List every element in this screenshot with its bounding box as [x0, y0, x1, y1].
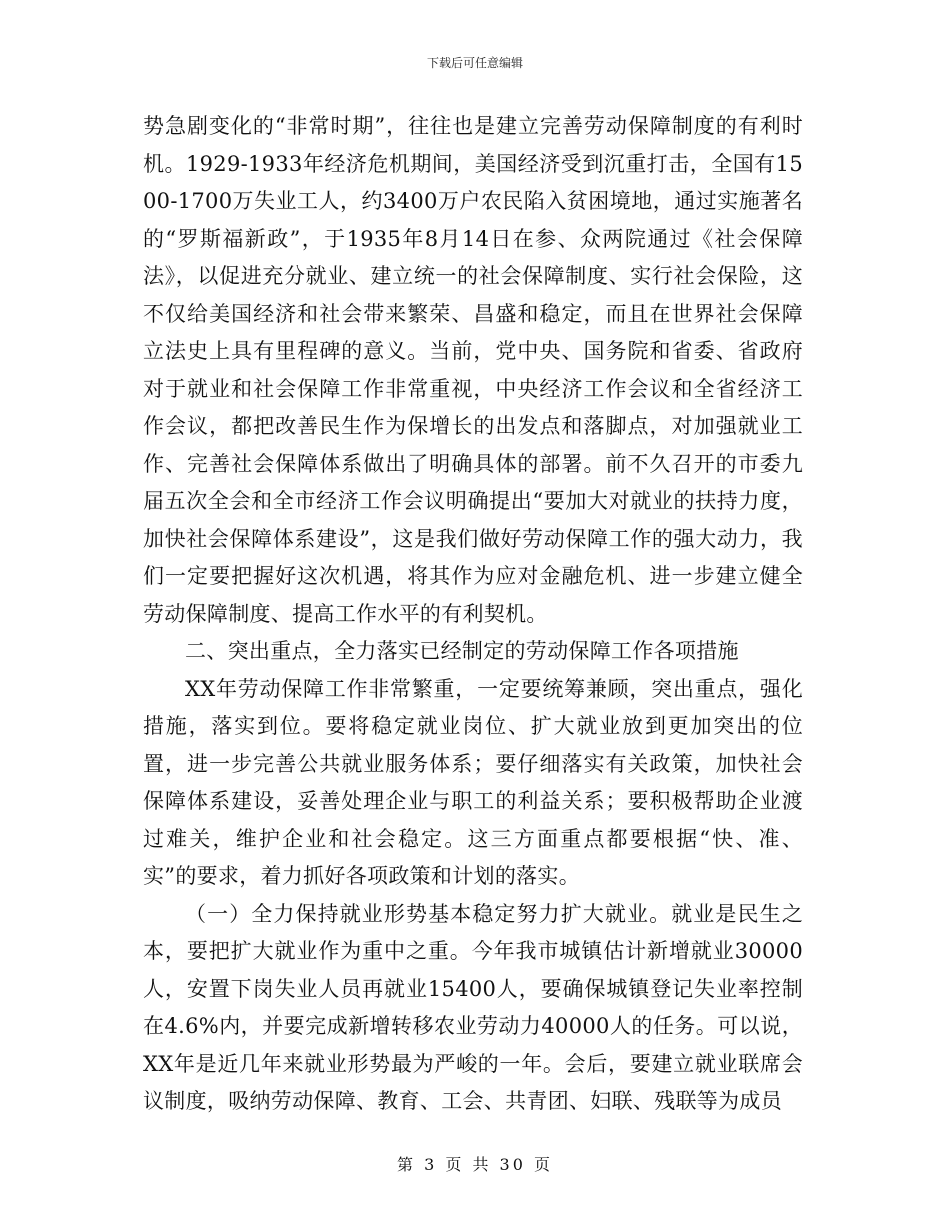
- paragraph-continuation: 势急剧变化的“非常时期”，往往也是建立完善劳动保障制度的有利时机。1929-1933年经济危机期间，美国经济受到沉重打击，全国有1500-1700万失业工人，约3400万户农民陷入贫困境地，通过实施著名的“罗斯福新政”，于1935年8月14日在参、众两院通过《社会保障法》，以促进充分就业、建立统一的社会保障制度、实行社会保险，这不仅给美国经济和社会带来繁荣、昌盛和稳定，而且在世界社会保障立法史上具有里程碑的意义。当前，党中央、国务院和省委、省政府对于就业和社会保障工作非常重视，中央经济工作会议和全省经济工作会议，都把改善民生作为保增长的出发点和落脚点，对加强就业工作、完善社会保障体系做出了明确具体的部署。前不久召开的市委九届五次全会和全市经济工作会议明确提出“要加大对就业的扶持力度，加快社会保障体系建设”，这是我们做好劳动保障工作的强大动力，我们一定要把握好这次机遇，将其作为应对金融危机、进一步建立健全劳动保障制度、提高工作水平的有利契机。: [143, 114, 803, 626]
- paragraph-overview: XX年劳动保障工作非常繁重，一定要统筹兼顾，突出重点，强化措施，落实到位。要将稳定就业岗位、扩大就业放到更加突出的位置，进一步完善公共就业服务体系；要仔细落实有关政策，加快社会保障体系建设，妥善处理企业与职工的利益关系；要积极帮助企业渡过难关，维护企业和社会稳定。这三方面重点都要根据“快、准、实”的要求，着力抓好各项政策和计划的落实。: [143, 676, 803, 888]
- paragraph-employment: （一）全力保持就业形势基本稳定努力扩大就业。就业是民生之本，要把扩大就业作为重中之重。今年我市城镇估计新增就业30000人，安置下岗失业人员再就业15400人，要确保城镇登记失业率控制在4.6%内，并要完成新增转移农业劳动力40000人的任务。可以说，XX年是近几年来就业形势最为严峻的一年。会后，要建立就业联席会议制度，吸纳劳动保障、教育、工会、共青团、妇联、残联等为成员: [143, 901, 803, 1113]
- page-number-footer: 第 3 页 共 30 页: [397, 1155, 553, 1174]
- section-heading: 二、突出重点，全力落实已经制定的劳动保障工作各项措施: [185, 639, 739, 663]
- document-body: [143, 108, 803, 1121]
- page-header: 下载后可任意编辑: [426, 56, 523, 70]
